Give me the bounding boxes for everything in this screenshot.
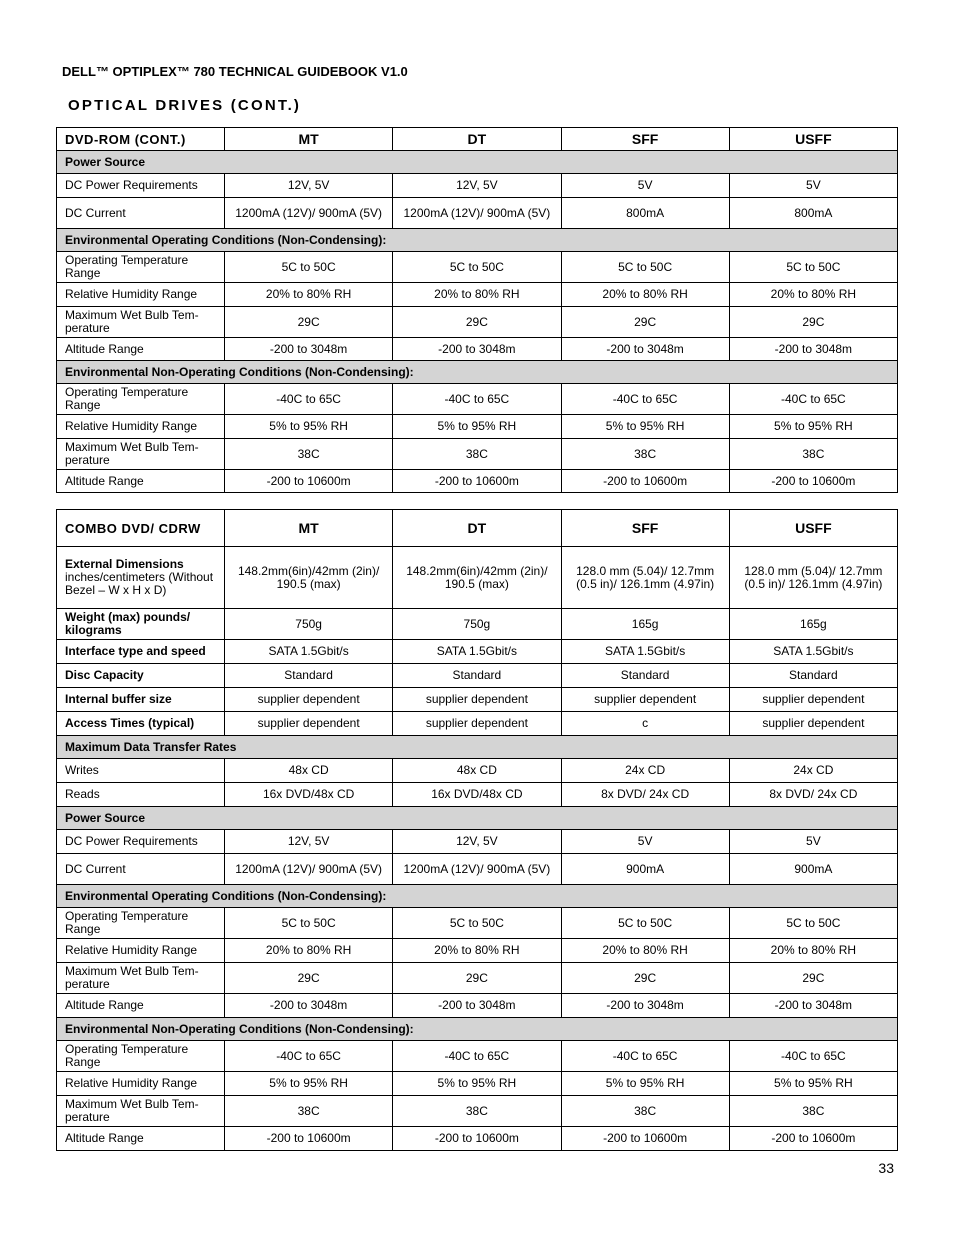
cell-mt: 48x CD [225, 759, 393, 783]
cell-sff: 5% to 95% RH [561, 1072, 729, 1096]
cell-usff: -40C to 65C [729, 384, 897, 415]
cell-usff: 24x CD [729, 759, 897, 783]
cell-sff: SATA 1.5Gbit/s [561, 640, 729, 664]
table-row [57, 664, 898, 688]
cell-usff: 900mA [729, 854, 897, 885]
table-row [57, 759, 898, 783]
row-label: Altitude Range [57, 470, 225, 493]
group-header-label: Maximum Data Transfer Rates [57, 736, 898, 759]
table-row [57, 198, 898, 229]
table-row [57, 609, 898, 640]
cell-sff: 128.0 mm (5.04)/ 12.7mm (0.5 in)/ 126.1mm (4.97in) [561, 547, 729, 609]
cell-usff: -200 to 3048m [729, 994, 897, 1018]
table-row [57, 963, 898, 994]
cell-dt: 16x DVD/48x CD [393, 783, 561, 807]
cell-usff: 5C to 50C [729, 252, 897, 283]
cell-sff: 20% to 80% RH [561, 939, 729, 963]
cell-usff: 128.0 mm (5.04)/ 12.7mm (0.5 in)/ 126.1mm (4.97in) [729, 547, 897, 609]
row-label: Operating Temperature Range [57, 1041, 225, 1072]
cell-usff: -200 to 10600m [729, 470, 897, 493]
column-header-mt: MT [225, 128, 393, 151]
cell-sff: c [561, 712, 729, 736]
cell-mt: supplier dependent [225, 688, 393, 712]
group-header-label: Power Source [57, 807, 898, 830]
table-header-row [57, 128, 898, 151]
cell-usff: 8x DVD/ 24x CD [729, 783, 897, 807]
row-label: Relative Humidity Range [57, 939, 225, 963]
cell-mt: 148.2mm(6in)/42mm (2in)/ 190.5 (max) [225, 547, 393, 609]
cell-mt: 38C [225, 439, 393, 470]
cell-mt: 20% to 80% RH [225, 283, 393, 307]
cell-sff: -200 to 3048m [561, 994, 729, 1018]
group-header-label: Environmental Operating Conditions (Non-Condensing): [57, 229, 898, 252]
cell-usff: 5% to 95% RH [729, 1072, 897, 1096]
cell-sff: 900mA [561, 854, 729, 885]
cell-dt: 5C to 50C [393, 908, 561, 939]
cell-dt: supplier dependent [393, 688, 561, 712]
table-row [57, 384, 898, 415]
cell-dt: 5C to 50C [393, 252, 561, 283]
cell-sff: 800mA [561, 198, 729, 229]
cell-dt: -200 to 3048m [393, 994, 561, 1018]
row-label: DC Current [57, 854, 225, 885]
cell-mt: 20% to 80% RH [225, 939, 393, 963]
table-row [57, 415, 898, 439]
row-label-subtitle: inches/centimeters (Without Bezel – W x H x D) [65, 570, 214, 597]
row-label: Operating Temperature Range [57, 252, 225, 283]
cell-usff: 5V [729, 174, 897, 198]
cell-dt: 5% to 95% RH [393, 415, 561, 439]
cell-mt: 750g [225, 609, 393, 640]
cell-usff: -200 to 3048m [729, 338, 897, 361]
cell-dt: -200 to 10600m [393, 470, 561, 493]
cell-sff: -200 to 10600m [561, 1127, 729, 1151]
cell-usff: 5C to 50C [729, 908, 897, 939]
cell-sff: 5% to 95% RH [561, 415, 729, 439]
cell-mt: -200 to 3048m [225, 994, 393, 1018]
table-row [57, 470, 898, 493]
cell-dt: SATA 1.5Gbit/s [393, 640, 561, 664]
cell-sff: 5V [561, 830, 729, 854]
cell-usff: 20% to 80% RH [729, 283, 897, 307]
cell-sff: 5V [561, 174, 729, 198]
row-label: Altitude Range [57, 338, 225, 361]
cell-sff: 29C [561, 963, 729, 994]
cell-dt: 38C [393, 439, 561, 470]
cell-sff: 5C to 50C [561, 908, 729, 939]
row-label: Reads [57, 783, 225, 807]
cell-dt: 29C [393, 307, 561, 338]
cell-sff: -40C to 65C [561, 384, 729, 415]
row-label: Weight (max) pounds/ kilograms [57, 609, 225, 640]
cell-sff: 29C [561, 307, 729, 338]
combo-dvd-cdrw-spec-table [56, 509, 898, 1151]
group-header-label: Environmental Operating Conditions (Non-Condensing): [57, 885, 898, 908]
cell-usff: supplier dependent [729, 688, 897, 712]
group-header-label: Power Source [57, 151, 898, 174]
cell-usff: Standard [729, 664, 897, 688]
column-header-dt: DT [393, 128, 561, 151]
row-label: Altitude Range [57, 994, 225, 1018]
cell-mt: -40C to 65C [225, 1041, 393, 1072]
table-row [57, 908, 898, 939]
group-header-row [57, 229, 898, 252]
cell-sff: 20% to 80% RH [561, 283, 729, 307]
cell-mt: Standard [225, 664, 393, 688]
cell-mt: 5% to 95% RH [225, 1072, 393, 1096]
cell-usff: 20% to 80% RH [729, 939, 897, 963]
row-label: Maximum Wet Bulb Tem-perature [57, 963, 225, 994]
cell-usff: 29C [729, 307, 897, 338]
cell-mt: 1200mA (12V)/ 900mA (5V) [225, 854, 393, 885]
cell-usff: -200 to 10600m [729, 1127, 897, 1151]
row-label: Disc Capacity [57, 664, 225, 688]
cell-mt: -40C to 65C [225, 384, 393, 415]
dvd-rom-spec-table [56, 127, 898, 493]
cell-dt: 1200mA (12V)/ 900mA (5V) [393, 854, 561, 885]
cell-dt: 48x CD [393, 759, 561, 783]
table-row [57, 1096, 898, 1127]
cell-dt: 29C [393, 963, 561, 994]
row-label: Maximum Wet Bulb Tem-perature [57, 1096, 225, 1127]
cell-usff: 165g [729, 609, 897, 640]
column-header-usff: USFF [729, 128, 897, 151]
table-corner-label: DVD-ROM (CONT.) [57, 128, 225, 151]
row-label: Maximum Wet Bulb Tem-perature [57, 439, 225, 470]
row-label: Operating Temperature Range [57, 384, 225, 415]
cell-mt: SATA 1.5Gbit/s [225, 640, 393, 664]
cell-mt: 12V, 5V [225, 174, 393, 198]
cell-sff: 38C [561, 1096, 729, 1127]
cell-sff: 38C [561, 439, 729, 470]
table-corner-label: COMBO DVD/ CDRW [57, 510, 225, 547]
column-header-dt: DT [393, 510, 561, 547]
group-header-row [57, 885, 898, 908]
table-row [57, 640, 898, 664]
cell-sff: -200 to 3048m [561, 338, 729, 361]
cell-mt: 5C to 50C [225, 908, 393, 939]
table-header-row [57, 510, 898, 547]
row-label: Maximum Wet Bulb Tem-perature [57, 307, 225, 338]
cell-dt: -40C to 65C [393, 384, 561, 415]
cell-usff: 5V [729, 830, 897, 854]
cell-dt: 12V, 5V [393, 174, 561, 198]
cell-usff: 5% to 95% RH [729, 415, 897, 439]
table-row [57, 307, 898, 338]
group-header-label: Environmental Non-Operating Conditions (Non-Condensing): [57, 1018, 898, 1041]
cell-usff: 800mA [729, 198, 897, 229]
cell-mt: 38C [225, 1096, 393, 1127]
section-title: OPTICAL DRIVES (CONT.) [68, 97, 302, 114]
cell-dt: 750g [393, 609, 561, 640]
cell-usff: supplier dependent [729, 712, 897, 736]
cell-mt: 29C [225, 307, 393, 338]
cell-mt: 5% to 95% RH [225, 415, 393, 439]
cell-dt: supplier dependent [393, 712, 561, 736]
cell-dt: -40C to 65C [393, 1041, 561, 1072]
row-label-title: External Dimensions [65, 557, 184, 571]
group-header-row [57, 736, 898, 759]
table-row [57, 547, 898, 609]
cell-dt: 148.2mm(6in)/42mm (2in)/ 190.5 (max) [393, 547, 561, 609]
row-label: Writes [57, 759, 225, 783]
cell-mt: supplier dependent [225, 712, 393, 736]
cell-mt: 29C [225, 963, 393, 994]
row-label: Interface type and speed [57, 640, 225, 664]
cell-usff: 38C [729, 439, 897, 470]
column-header-sff: SFF [561, 128, 729, 151]
cell-mt: 12V, 5V [225, 830, 393, 854]
group-header-row [57, 361, 898, 384]
group-header-row [57, 1018, 898, 1041]
column-header-mt: MT [225, 510, 393, 547]
cell-sff: supplier dependent [561, 688, 729, 712]
row-label: Relative Humidity Range [57, 283, 225, 307]
cell-usff: -40C to 65C [729, 1041, 897, 1072]
row-label: Altitude Range [57, 1127, 225, 1151]
cell-sff: 5C to 50C [561, 252, 729, 283]
column-header-usff: USFF [729, 510, 897, 547]
table-row [57, 854, 898, 885]
cell-dt: Standard [393, 664, 561, 688]
column-header-sff: SFF [561, 510, 729, 547]
row-label: Internal buffer size [57, 688, 225, 712]
table-row [57, 338, 898, 361]
table-row [57, 939, 898, 963]
row-label: Relative Humidity Range [57, 1072, 225, 1096]
cell-dt: -200 to 10600m [393, 1127, 561, 1151]
row-label: DC Power Requirements [57, 830, 225, 854]
row-label: DC Current [57, 198, 225, 229]
table-row [57, 994, 898, 1018]
cell-mt: -200 to 10600m [225, 1127, 393, 1151]
group-header-label: Environmental Non-Operating Conditions (Non-Condensing): [57, 361, 898, 384]
row-label: Relative Humidity Range [57, 415, 225, 439]
table-row [57, 1127, 898, 1151]
cell-sff: 24x CD [561, 759, 729, 783]
cell-usff: SATA 1.5Gbit/s [729, 640, 897, 664]
cell-mt: -200 to 10600m [225, 470, 393, 493]
cell-dt: 5% to 95% RH [393, 1072, 561, 1096]
table-row [57, 174, 898, 198]
table-row [57, 688, 898, 712]
cell-usff: 29C [729, 963, 897, 994]
cell-sff: -200 to 10600m [561, 470, 729, 493]
page-number: 33 [878, 1160, 894, 1176]
cell-sff: -40C to 65C [561, 1041, 729, 1072]
cell-sff: 165g [561, 609, 729, 640]
table-row [57, 783, 898, 807]
cell-dt: 20% to 80% RH [393, 283, 561, 307]
table-row [57, 1041, 898, 1072]
row-label [57, 547, 225, 609]
table-row [57, 830, 898, 854]
cell-dt: 38C [393, 1096, 561, 1127]
cell-mt: 1200mA (12V)/ 900mA (5V) [225, 198, 393, 229]
cell-sff: Standard [561, 664, 729, 688]
cell-dt: 20% to 80% RH [393, 939, 561, 963]
cell-dt: -200 to 3048m [393, 338, 561, 361]
table-row [57, 1072, 898, 1096]
group-header-row [57, 807, 898, 830]
group-header-row [57, 151, 898, 174]
cell-dt: 1200mA (12V)/ 900mA (5V) [393, 198, 561, 229]
row-label: Access Times (typical) [57, 712, 225, 736]
cell-usff: 38C [729, 1096, 897, 1127]
row-label: Operating Temperature Range [57, 908, 225, 939]
cell-mt: 16x DVD/48x CD [225, 783, 393, 807]
cell-dt: 12V, 5V [393, 830, 561, 854]
table-row [57, 252, 898, 283]
table-row [57, 283, 898, 307]
cell-sff: 8x DVD/ 24x CD [561, 783, 729, 807]
cell-mt: -200 to 3048m [225, 338, 393, 361]
table-row [57, 712, 898, 736]
row-label: DC Power Requirements [57, 174, 225, 198]
document-title: DELL™ OPTIPLEX™ 780 TECHNICAL GUIDEBOOK V1.0 [62, 64, 408, 79]
table-row [57, 439, 898, 470]
cell-mt: 5C to 50C [225, 252, 393, 283]
